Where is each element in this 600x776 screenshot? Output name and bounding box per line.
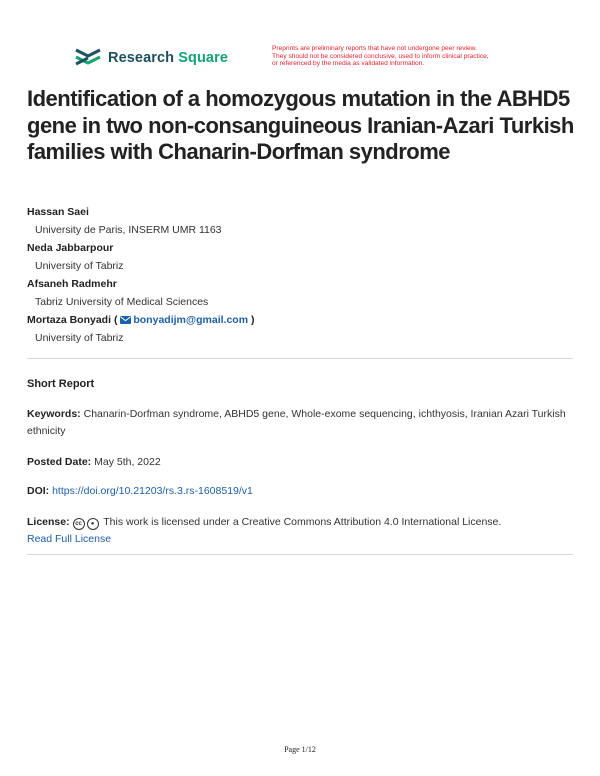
author-name: Neda Jabbarpour (27, 242, 114, 254)
paper-title: Identification of a homozygous mutation in the ABHD5 gene in two non-consanguineous Iranian-Azari Turkish families with Chanarin-Dorfman syndrome (27, 86, 574, 164)
license-text: This work is licensed under a Creative Commons Attribution 4.0 International License. (103, 516, 502, 528)
posted-date-value: May 5th, 2022 (94, 456, 161, 468)
preprint-notice (272, 45, 562, 68)
logo-word-research: Research (108, 50, 175, 66)
keywords-value: Chanarin-Dorfman syndrome, ABHD5 gene, Whole-exome sequencing, ichthyosis, Iranian Azari Turkish ethnicity (27, 408, 566, 437)
author-affiliation: University of Tabriz (35, 260, 124, 272)
author-email-link[interactable] (120, 314, 251, 326)
posted-date-label: Posted Date: (27, 456, 92, 468)
license (27, 514, 579, 548)
article-type: Short Report (27, 378, 95, 390)
notice-line: They should not be considered conclusive, used to inform clinical practice, (272, 52, 489, 60)
divider (27, 358, 573, 359)
doi-label: DOI: (27, 485, 50, 497)
divider (27, 554, 573, 555)
research-square-logo-icon (74, 47, 102, 69)
posted-date (27, 456, 161, 468)
read-full-license-link[interactable]: Read Full License (27, 533, 112, 545)
doi (27, 485, 253, 497)
envelope-icon (120, 316, 131, 324)
author-name: Hassan Saei (27, 206, 89, 218)
author-affiliation: University de Paris, INSERM UMR 1163 (35, 224, 222, 236)
cc-icon: cc (73, 518, 85, 530)
author-name: Afsaneh Radmehr (27, 278, 117, 290)
author-affiliation: University of Tabriz (35, 332, 124, 344)
research-square-logo[interactable] (74, 47, 228, 69)
page-number: Page 1/12 (284, 745, 316, 754)
keywords-label: Keywords: (27, 408, 81, 420)
keywords (27, 406, 579, 440)
logo-text (108, 50, 228, 66)
notice-line: or referenced by the media as validated information. (272, 60, 425, 68)
logo-word-square: Square (178, 50, 228, 66)
doi-link[interactable]: https://doi.org/10.21203/rs.3.rs-1608519/v1 (52, 485, 253, 497)
author-list (27, 205, 577, 349)
author-affiliation: Tabriz University of Medical Sciences (35, 296, 209, 308)
author-name: Mortaza Bonyadi (27, 314, 112, 326)
author-email: bonyadijm@gmail.com (133, 314, 249, 326)
notice-line: Preprints are preliminary reports that have not undergone peer review. (272, 45, 477, 52)
corresponding-author: Mortaza Bonyadi ( bonyadijm@gmail.com ) (27, 314, 255, 326)
license-label: License: (27, 516, 70, 528)
cc-by-icon: ● (87, 518, 99, 530)
